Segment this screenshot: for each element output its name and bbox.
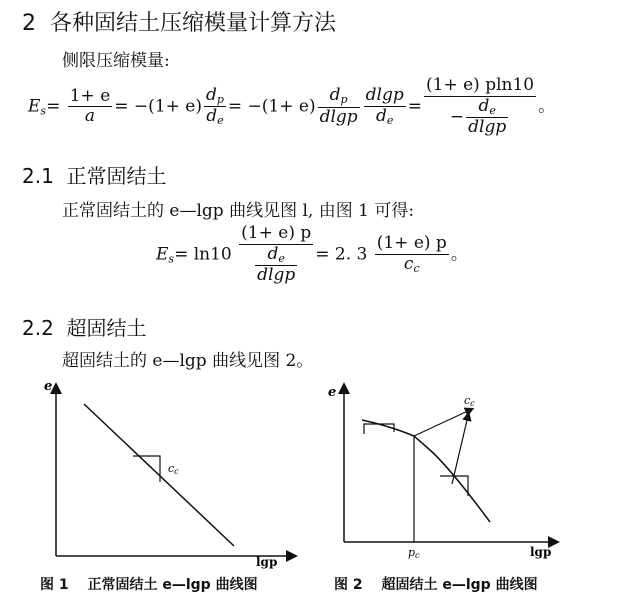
fig1-slope-label: c bbox=[168, 462, 175, 475]
intro-text: 侧限压缩模量: bbox=[62, 51, 170, 71]
eq1-frac4-den: d bbox=[376, 105, 387, 126]
fig2-pc-label-sub: c bbox=[415, 551, 420, 560]
eq1-frac5-inner-num: d bbox=[478, 95, 490, 116]
section-title: 正常固结土 bbox=[66, 164, 167, 188]
eq1-frac1 bbox=[68, 87, 113, 127]
equation-2 bbox=[156, 224, 468, 286]
eq1-frac5-den-prefix: − bbox=[449, 106, 465, 127]
eq1-frac4 bbox=[364, 86, 406, 127]
eq2-frac1-num: (1+ e) p bbox=[241, 223, 312, 243]
section-2-heading bbox=[22, 6, 336, 37]
fig1-x-label: lgp bbox=[256, 555, 278, 569]
eq2-mid2: = 2. 3 bbox=[315, 244, 368, 265]
eq1-mid1: = −(1+ e) bbox=[114, 96, 202, 117]
fig1-slope-label-sub: c bbox=[174, 467, 179, 476]
fig1-y-label: e bbox=[44, 379, 53, 394]
eq1-frac5-inner-num-sub: e bbox=[489, 103, 496, 117]
paragraph-2-1: 正常固结土的 e—lgp 曲线见图 l, 由图 1 可得: bbox=[62, 201, 415, 221]
section-title: 各种固结土压缩模量计算方法 bbox=[50, 11, 337, 36]
eq2-frac2 bbox=[375, 234, 449, 275]
eq1-frac5 bbox=[424, 76, 536, 138]
fig1-slope-text bbox=[168, 462, 179, 476]
fig2-cc-label: c bbox=[464, 394, 471, 407]
eq1-frac2 bbox=[204, 86, 226, 128]
eq1-mid3: = bbox=[407, 96, 423, 117]
fig2-pc-text bbox=[408, 546, 420, 560]
fig2-reload-triangle bbox=[364, 424, 394, 434]
eq1-frac5-num: (1+ e) pln10 bbox=[426, 75, 535, 95]
eq1-frac3-num: d bbox=[329, 85, 341, 106]
eq1-frac2-num-sub: p bbox=[216, 92, 224, 106]
section-number: 2.2 bbox=[22, 316, 54, 340]
eq1-frac3 bbox=[318, 86, 360, 127]
eq2-lhs: E bbox=[156, 244, 169, 265]
eq2-frac2-num: (1+ e) p bbox=[376, 233, 447, 254]
equation-1 bbox=[28, 76, 628, 138]
paragraph-2-2: 超固结土的 e—lgp 曲线见图 2。 bbox=[62, 351, 314, 371]
eq2-frac1 bbox=[239, 224, 313, 286]
eq1-frac3-den: dlgp bbox=[319, 106, 358, 127]
fig1-curve bbox=[84, 404, 234, 546]
eq2-mid1: = ln10 bbox=[174, 244, 232, 265]
section-title: 超固结土 bbox=[66, 316, 147, 340]
figure-2-caption: 图 2 超固结土 e—lgp 曲线图 bbox=[334, 577, 538, 593]
figure-1-caption: 图 1 正常固结土 e—lgp 曲线图 bbox=[40, 577, 258, 593]
eq1-frac3-num-sub: p bbox=[340, 93, 348, 107]
eq2-frac1-inner-den: dlgp bbox=[257, 265, 296, 286]
eq1-frac4-den-sub: e bbox=[386, 113, 394, 127]
eq1-end: 。 bbox=[538, 96, 556, 117]
fig2-cc-text bbox=[464, 394, 475, 408]
figure-1-diagram bbox=[30, 376, 300, 572]
eq2-frac2-den: c bbox=[403, 253, 414, 274]
eq1-mid2: = −(1+ e) bbox=[227, 96, 316, 117]
eq1-frac1-num: 1+ e bbox=[69, 85, 111, 106]
eq1-lhs-sub: s bbox=[40, 104, 47, 118]
eq2-frac1-inner-num-sub: e bbox=[278, 251, 285, 265]
eq2-frac1-inner bbox=[255, 245, 297, 286]
fig1-slope-triangle bbox=[133, 456, 160, 482]
eq1-frac2-den: d bbox=[206, 106, 218, 127]
fig2-virgin-triangle bbox=[440, 476, 468, 496]
eq1-frac1-den: a bbox=[84, 106, 96, 127]
figure-2-diagram bbox=[320, 380, 560, 570]
eq2-frac1-inner-num: d bbox=[267, 243, 279, 264]
fig2-pc-label: p bbox=[408, 546, 416, 559]
eq1-frac2-num: d bbox=[205, 84, 217, 105]
fig2-arrow-upper bbox=[414, 410, 470, 436]
fig2-arrow-lower bbox=[452, 416, 468, 484]
eq1-lhs: E bbox=[28, 96, 41, 117]
fig2-x-label: lgp bbox=[530, 545, 552, 559]
eq1-frac5-inner-den: dlgp bbox=[468, 117, 507, 138]
section-2-2-heading bbox=[22, 312, 147, 341]
eq2-frac2-den-sub: c bbox=[413, 261, 420, 275]
eq1-frac2-den-sub: e bbox=[217, 114, 224, 128]
fig2-curve bbox=[362, 420, 490, 522]
section-2-1-heading bbox=[22, 160, 167, 189]
fig2-y-label: e bbox=[328, 385, 337, 400]
eq1-frac5-inner bbox=[466, 97, 508, 138]
section-number: 2.1 bbox=[22, 164, 54, 188]
fig2-cc-label-sub: c bbox=[470, 399, 475, 408]
eq2-end: 。 bbox=[450, 244, 468, 265]
eq1-equals: = bbox=[46, 96, 61, 117]
eq2-lhs-sub: s bbox=[168, 252, 175, 266]
section-number: 2 bbox=[22, 11, 36, 36]
eq1-frac4-num: dlgp bbox=[365, 85, 404, 106]
